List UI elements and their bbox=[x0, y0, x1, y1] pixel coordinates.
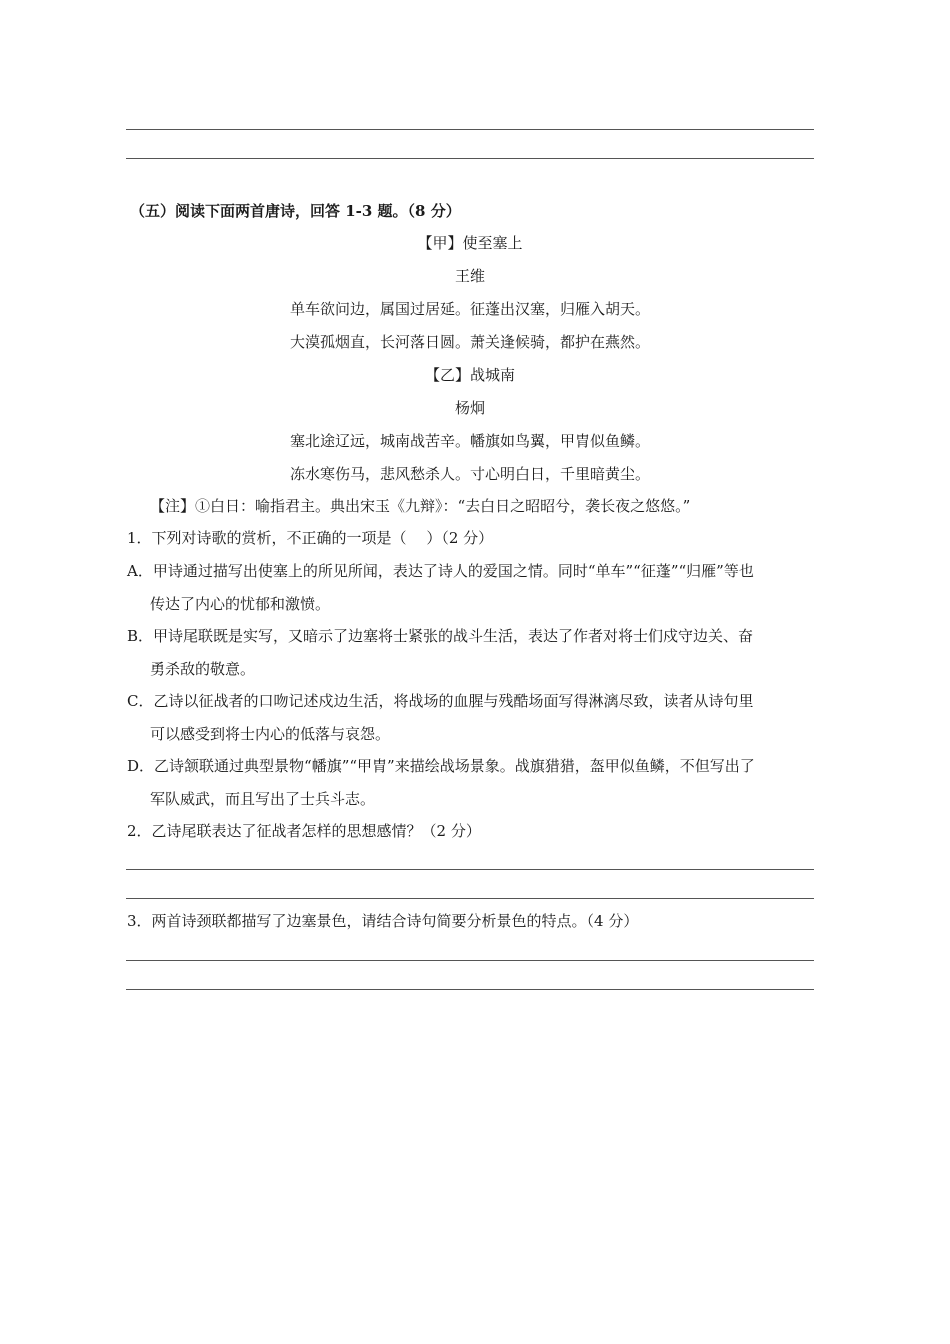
option-b-cont: 勇杀敌的敬意。 bbox=[150, 660, 256, 678]
poem-b-title: 【乙】战城南 bbox=[424, 366, 515, 384]
option-d-cont: 军队威武，而且写出了士兵斗志。 bbox=[150, 790, 376, 808]
option-b: B．甲诗尾联既是实写，又暗示了边塞将士紧张的战斗生活，表达了作者对将士们戍守边关、奋 bbox=[127, 627, 754, 645]
question-1-stem: 1．下列对诗歌的赏析，不正确的一项是（ ）（2 分） bbox=[127, 529, 494, 547]
poem-a-author: 王维 bbox=[454, 267, 485, 285]
option-c-cont: 可以感受到将士内心的低落与哀怨。 bbox=[150, 725, 391, 743]
poem-a-line: 大漠孤烟直，长河落日圆。萧关逢候骑，都护在燕然。 bbox=[289, 333, 650, 351]
question-3-stem: 3．两首诗颈联都描写了边塞景色，请结合诗句简要分析景色的特点。（4 分） bbox=[127, 912, 639, 930]
answer-line bbox=[126, 989, 814, 990]
answer-line bbox=[126, 129, 814, 130]
poem-b-line: 冻水寒伤马，悲风愁杀人。寸心明白日，千里暗黄尘。 bbox=[289, 465, 650, 483]
answer-line bbox=[126, 869, 814, 870]
poem-b-line: 塞北途辽远，城南战苦辛。幡旗如鸟翼，甲胄似鱼鳞。 bbox=[289, 432, 650, 450]
footnote: 【注】①白日：喻指君主。典出宋玉《九辩》：“去白日之昭昭兮，袭长夜之悠悠。” bbox=[150, 497, 691, 515]
answer-line bbox=[126, 898, 814, 899]
option-a: A．甲诗通过描写出使塞上的所见所闻，表达了诗人的爱国之情。同时“单车”“征蓬”“归雁”等也 bbox=[127, 562, 754, 580]
poem-b-author: 杨炯 bbox=[454, 399, 485, 417]
option-a-cont: 传达了内心的忧郁和激愤。 bbox=[150, 595, 331, 613]
poem-a-title: 【甲】使至塞上 bbox=[417, 234, 523, 252]
answer-line bbox=[126, 960, 814, 961]
answer-line bbox=[126, 158, 814, 159]
section-title: （五）阅读下面两首唐诗，回答 1-3 题。（8 分） bbox=[130, 202, 461, 220]
poem-a-line: 单车欲问边，属国过居延。征蓬出汉塞，归雁入胡天。 bbox=[289, 300, 650, 318]
option-d: D．乙诗颔联通过典型景物“幡旗”“甲胄”来描绘战场景象。战旗猎猎，盔甲似鱼鳞，不但写出了 bbox=[127, 757, 755, 775]
question-2-stem: 2．乙诗尾联表达了征战者怎样的思想感情？（2 分） bbox=[127, 822, 481, 840]
option-c: C．乙诗以征战者的口吻记述戍边生活，将战场的血腥与残酷场面写得淋漓尽致，读者从诗句里 bbox=[127, 692, 754, 710]
